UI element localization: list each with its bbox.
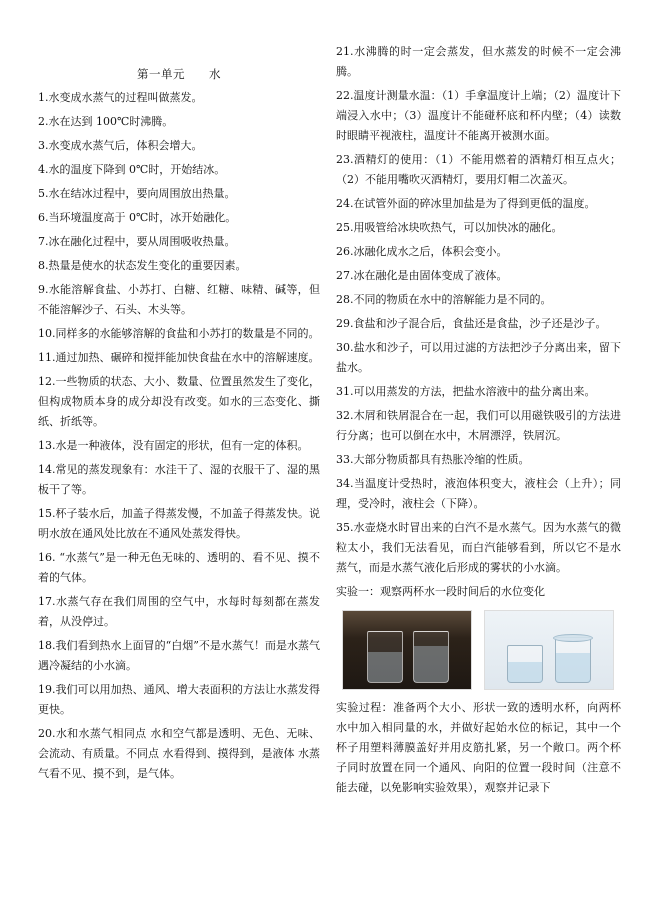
list-item: 15.杯子装水后，加盖子得蒸发慢，不加盖子得蒸发快。说明水放在通风处比放在不通风处蒸发得快。	[38, 507, 320, 540]
list-item: 27.冰在融化是由固体变成了液体。	[336, 269, 508, 282]
list-item: 22.温度计测量水温：（1）手拿温度计上端；（2）温度计下端浸入水中；（3）温度计不能碰杯底和杯内壁；（4）读数时眼睛平视液柱，温度计不能离开被测水面。	[336, 89, 621, 142]
list-item: 20.水和水蒸气相同点 水和空气都是透明、无色、无味、会流动、有质量。不同点 水看得到、摸得到，是液体 水蒸气看不见、摸不到，是气体。	[38, 727, 320, 780]
list-item: 2.水在达到 100℃时沸腾。	[38, 115, 174, 128]
list-item: 14.常见的蒸发现象有：水洼干了、湿的衣服干了、湿的黑板干了等。	[38, 463, 320, 496]
list-item: 12.一些物质的状态、大小、数量、位置虽然发生了变化，但构成物质本身的成分却没有改变。如水的三态变化、撕纸、折纸等。	[38, 375, 320, 428]
list-item: 11.通过加热、碾碎和搅拌能加快食盐在水中的溶解速度。	[38, 351, 320, 364]
list-item: 3.水变成水蒸气后，体积会增大。	[38, 139, 203, 152]
list-item: 23.酒精灯的使用：（1）不能用燃着的酒精灯相互点火；（2）不能用嘴吹灭酒精灯，要用灯帽二次盖灭。	[336, 153, 621, 186]
covered-cup-photo	[484, 610, 614, 690]
list-item: 10.同样多的水能够溶解的食盐和小苏打的数量是不同的。	[38, 327, 320, 340]
list-item: 26.冰融化成水之后，体积会变小。	[336, 245, 508, 258]
list-item: 28.不同的物质在水中的溶解能力是不同的。	[336, 293, 552, 306]
top-spacer	[336, 0, 621, 42]
left-column	[38, 0, 320, 788]
glass-left	[367, 631, 403, 683]
list-item: 30.盐水和沙子，可以用过滤的方法把沙子分离出来，留下盐水。	[336, 341, 621, 374]
list-item: 24.在试管外面的碎冰里加盐是为了得到更低的温度。	[336, 197, 596, 210]
list-item: 21.水沸腾的时一定会蒸发，但水蒸发的时候不一定会沸腾。	[336, 45, 621, 78]
list-item: 9.水能溶解食盐、小苏打、白糖、红糖、味精、碱等，但不能溶解沙子、石头、木头等。	[38, 283, 320, 316]
list-item: 33.大部分物质都具有热胀冷缩的性质。	[336, 453, 530, 466]
list-item: 25.用吸管给冰块吹热气，可以加快冰的融化。	[336, 221, 563, 234]
list-item: 19.我们可以用加热、通风、增大表面积的方法让水蒸发得更快。	[38, 683, 320, 716]
list-item: 8.热量是使水的状态发生变化的重要因素。	[38, 259, 247, 272]
experiment-heading: 实验一：观察两杯水一段时间后的水位变化	[336, 585, 545, 598]
glass-right	[413, 631, 449, 683]
list-item: 7.冰在融化过程中，要从周围吸收热量。	[38, 235, 236, 248]
plastic-film-cover	[553, 634, 593, 642]
list-item: 32.木屑和铁屑混合在一起，我们可以用磁铁吸引的方法进行分离；也可以倒在水中，木屑漂浮，铁屑沉。	[336, 409, 621, 442]
list-item: 35.水壶烧水时冒出来的白汽不是水蒸气。因为水蒸气的微粒太小，我们无法看见，而白汽能够看到，所以它不是水蒸气，而是水蒸气液化后形成的雾状的小水滴。	[336, 521, 621, 574]
covered-cup	[555, 637, 591, 683]
experiment-procedure: 实验过程：准备两个大小、形状一致的透明水杯，向两杯水中加入相同量的水，并做好起始水位的标记，其中一个杯子用塑料薄膜盖好并用皮筋扎紧，另一个敞口。两个杯子同时放置在同一个通风、向阳的位置一段时间（注意不能去碰，以免影响实验效果），观察并记录下	[336, 701, 621, 794]
list-item: 16. “水蒸气”是一种无色无味的、透明的、看不见、摸不着的气体。	[38, 551, 320, 584]
list-item: 5.水在结冰过程中，要向周围放出热量。	[38, 187, 236, 200]
list-item: 1.水变成水蒸气的过程叫做蒸发。	[38, 91, 203, 104]
list-item: 31.可以用蒸发的方法，把盐水溶液中的盐分离出来。	[336, 385, 596, 398]
list-item: 6.当环境温度高于 0℃时，冰开始融化。	[38, 211, 237, 224]
two-glasses-photo	[342, 610, 472, 690]
list-item: 4.水的温度下降到 0℃时，开始结冰。	[38, 163, 226, 176]
list-item: 13.水是一种液体，没有固定的形状，但有一定的体积。	[38, 439, 309, 452]
open-cup	[507, 645, 543, 683]
list-item: 17.水蒸气存在我们周围的空气中，水每时每刻都在蒸发着，从没停过。	[38, 595, 320, 628]
list-item: 29.食盐和沙子混合后，食盐还是食盐，沙子还是沙子。	[336, 317, 607, 330]
list-item: 18.我们看到热水上面冒的“白烟”不是水蒸气！而是水蒸气遇冷凝结的小水滴。	[38, 639, 320, 672]
right-column	[336, 0, 621, 802]
experiment-photos	[342, 610, 621, 690]
unit-title: 第一单元 水	[137, 67, 221, 81]
list-item: 34.当温度计受热时，液泡体积变大，液柱会（上升）；同理，受冷时，液柱会（下降）。	[336, 477, 621, 510]
